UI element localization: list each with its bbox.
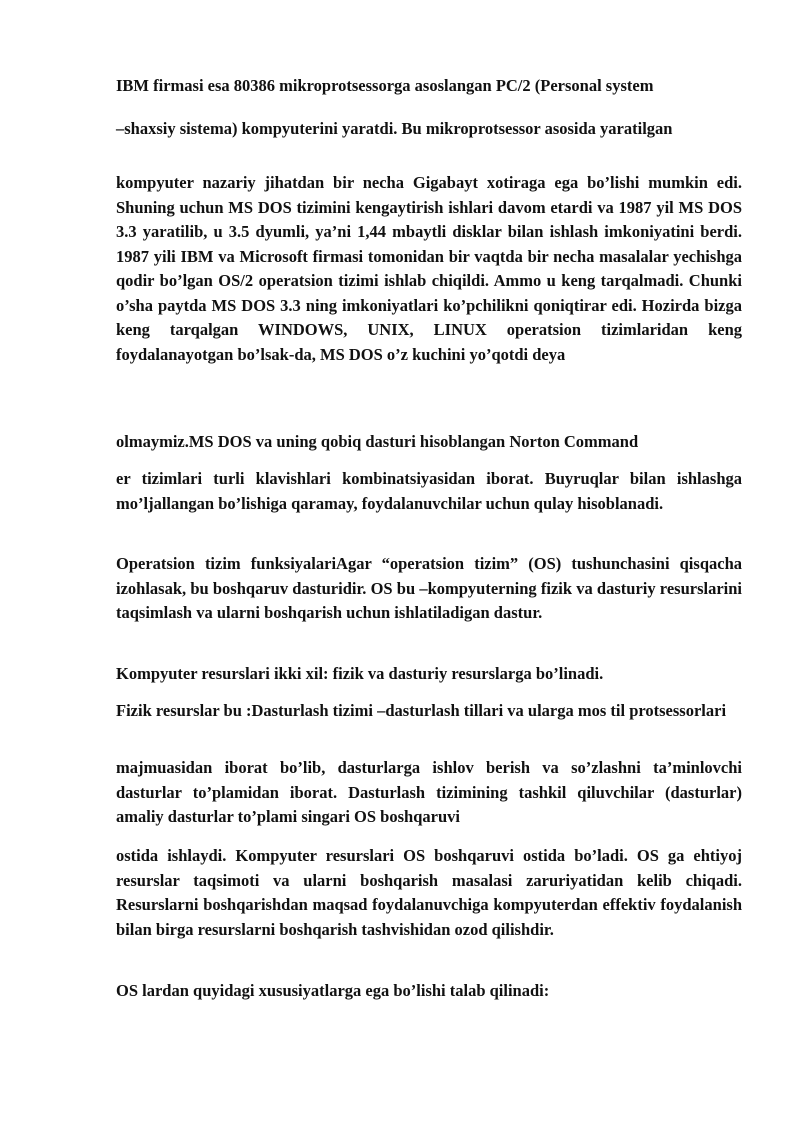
paragraph-2: –shaxsiy sistema) kompyuterini yaratdi. Bu mikroprotsessor asosida yaratilgan — [116, 119, 673, 138]
paragraph-11: OS lardan quyidagi xususiyatlarga ega bo’lishi talab qilinadi: — [116, 981, 550, 1000]
paragraph-1: IBM firmasi esa 80386 mikroprotsessorga asoslangan PC/2 (Personal system — [116, 76, 654, 95]
paragraph-9: majmuasidan iborat bo’lib, dasturlarga ishlov berish va so’zlashni ta’minlovchi dasturlar to’plamidan iborat. Dasturlash tizimining tashkil qiluvchilar (dasturlar) amaliy dasturlar to’plami singari OS boshqaruvi — [116, 758, 742, 826]
paragraph-8: Fizik resurslar bu :Dasturlash tizimi –dasturlash tillari va ularga mos til protsessorlari — [116, 701, 727, 720]
paragraph-6: Operatsion tizim funksiyalariAgar “operatsion tizim” (OS) tushunchasini qisqacha izohlasak, bu boshqaruv dasturidir. OS bu –kompyuterning fizik va dasturiy resurslarini taqsimlash va ularni boshqarish uchun ishlatiladigan dastur. — [116, 554, 742, 622]
paragraph-3: kompyuter nazariy jihatdan bir necha Gigabayt xotiraga ega bo’lishi mumkin edi. Shuning uchun MS DOS tizimini kengaytirish ishlari davom etardi va 1987 yil MS DOS 3.3 yaratilib, u 3.5 dyumli, ya’ni 1,44 mbaytli disklar bilan ishlash imkoniyatini berdi. 1987 yili IBM va Microsoft firmasi tomonidan bir vaqtda bir necha masalalar yechishga qodir bo’lgan OS/2 operatsion tizimi ishlab chiqildi. Ammo u keng tarqalmadi. Chunki o’sha paytda MS DOS 3.3 ning imkoniyatlari ko’pchilikni qoniqtirar edi. Hozirda bizga keng tarqalgan WINDOWS, UNIX, LINUX operatsion tizimlaridan keng foydalanayotgan bo’lsak-da, MS DOS o’z kuchini yo’qotdi deya — [116, 173, 742, 364]
paragraph-10: ostida ishlaydi. Kompyuter resurslari OS boshqaruvi ostida bo’ladi. OS ga ehtiyoj resurslar taqsimoti va ularni boshqarish masalasi zaruriyatidan kelib chiqadi. Resurslarni boshqarishdan maqsad foydalanuvchiga kompyuterdan effektiv foydalanish bilan birga resurslarni boshqarish tashvishidan ozod qilishdir. — [116, 846, 742, 939]
paragraph-5: er tizimlari turli klavishlari kombinatsiyasidan iborat. Buyruqlar bilan ishlashga mo’ljallangan bo’lishiga qaramay, foydalanuvchilar uchun qulay hisoblanadi. — [116, 469, 742, 513]
paragraph-4: olmaymiz.MS DOS va uning qobiq dasturi hisoblangan Norton Command — [116, 432, 639, 451]
paragraph-7: Kompyuter resurslari ikki xil: fizik va dasturiy resurslarga bo’linadi. — [116, 664, 604, 683]
